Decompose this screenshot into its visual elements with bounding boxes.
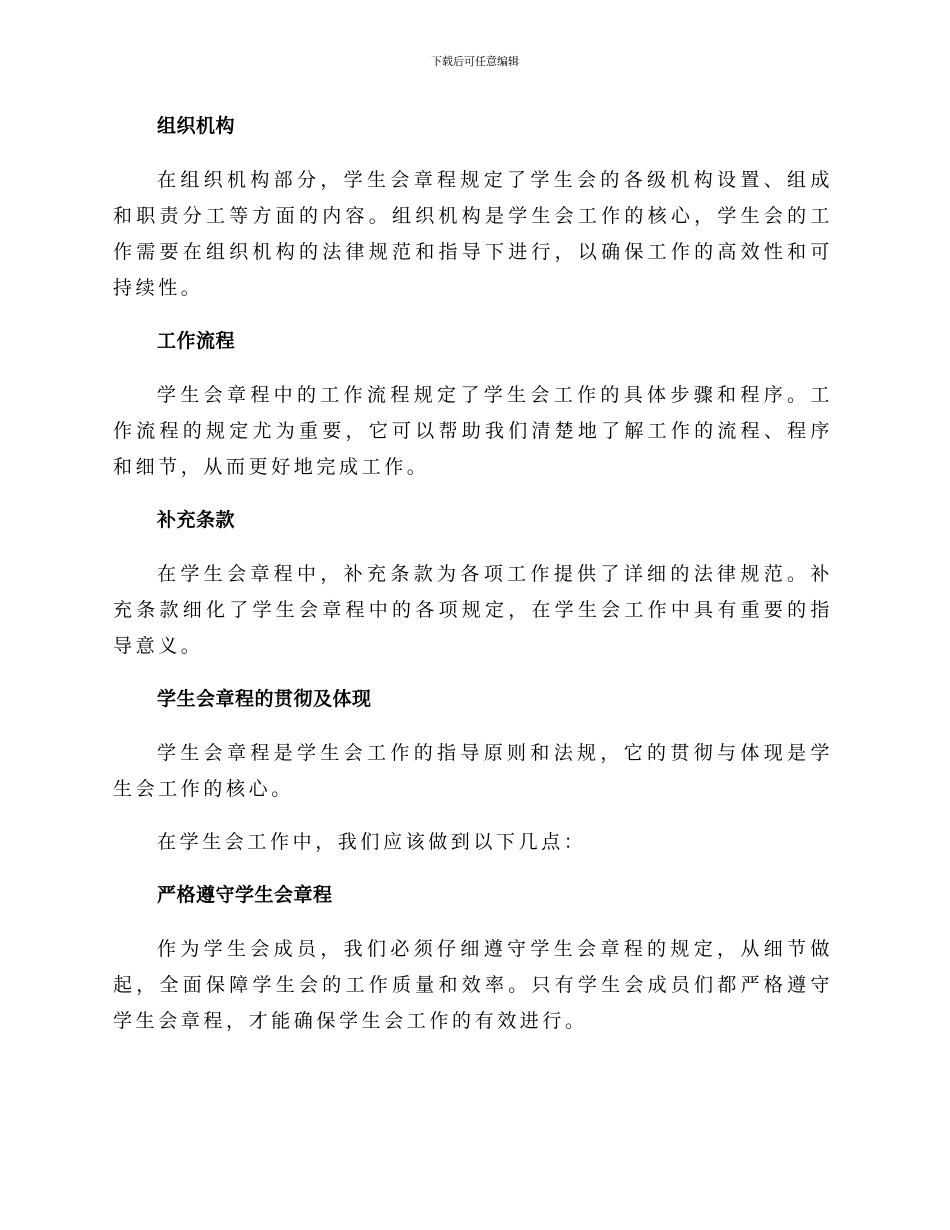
section-paragraph: 学生会章程中的工作流程规定了学生会工作的具体步骤和程序。工作流程的规定尤为重要，它可以帮助我们清楚地了解工作的流程、程序和细节，从而更好地完成工作。 <box>113 384 833 478</box>
section-paragraph: 在组织机构部分，学生会章程规定了学生会的各级机构设置、组成和职责分工等方面的内容。组织机构是学生会工作的核心，学生会的工作需要在组织机构的法律规范和指导下进行，以确保工作的高效性和可持续性。 <box>113 169 833 299</box>
section-heading-organization: 组织机构 <box>157 115 236 137</box>
section-heading-compliance: 严格遵守学生会章程 <box>157 884 333 906</box>
document-body <box>113 108 833 1039</box>
section-paragraph: 在学生会章程中，补充条款为各项工作提供了详细的法律规范。补充条款细化了学生会章程中的各项规定，在学生会工作中具有重要的指导意义。 <box>113 563 833 657</box>
section-paragraph: 作为学生会成员，我们必须仔细遵守学生会章程的规定，从细节做起，全面保障学生会的工作质量和效率。只有学生会成员们都严格遵守学生会章程，才能确保学生会工作的有效进行。 <box>113 938 833 1032</box>
section-heading-supplementary: 补充条款 <box>157 509 236 531</box>
section-heading-implementation: 学生会章程的贯彻及体现 <box>157 688 372 710</box>
section-paragraph: 在学生会工作中，我们应该做到以下几点： <box>157 831 587 853</box>
section-paragraph: 学生会章程是学生会工作的指导原则和法规，它的贯彻与体现是学生会工作的核心。 <box>113 742 833 800</box>
page-header-note: 下载后可任意编辑 <box>431 55 519 68</box>
section-heading-workflow: 工作流程 <box>157 330 236 352</box>
